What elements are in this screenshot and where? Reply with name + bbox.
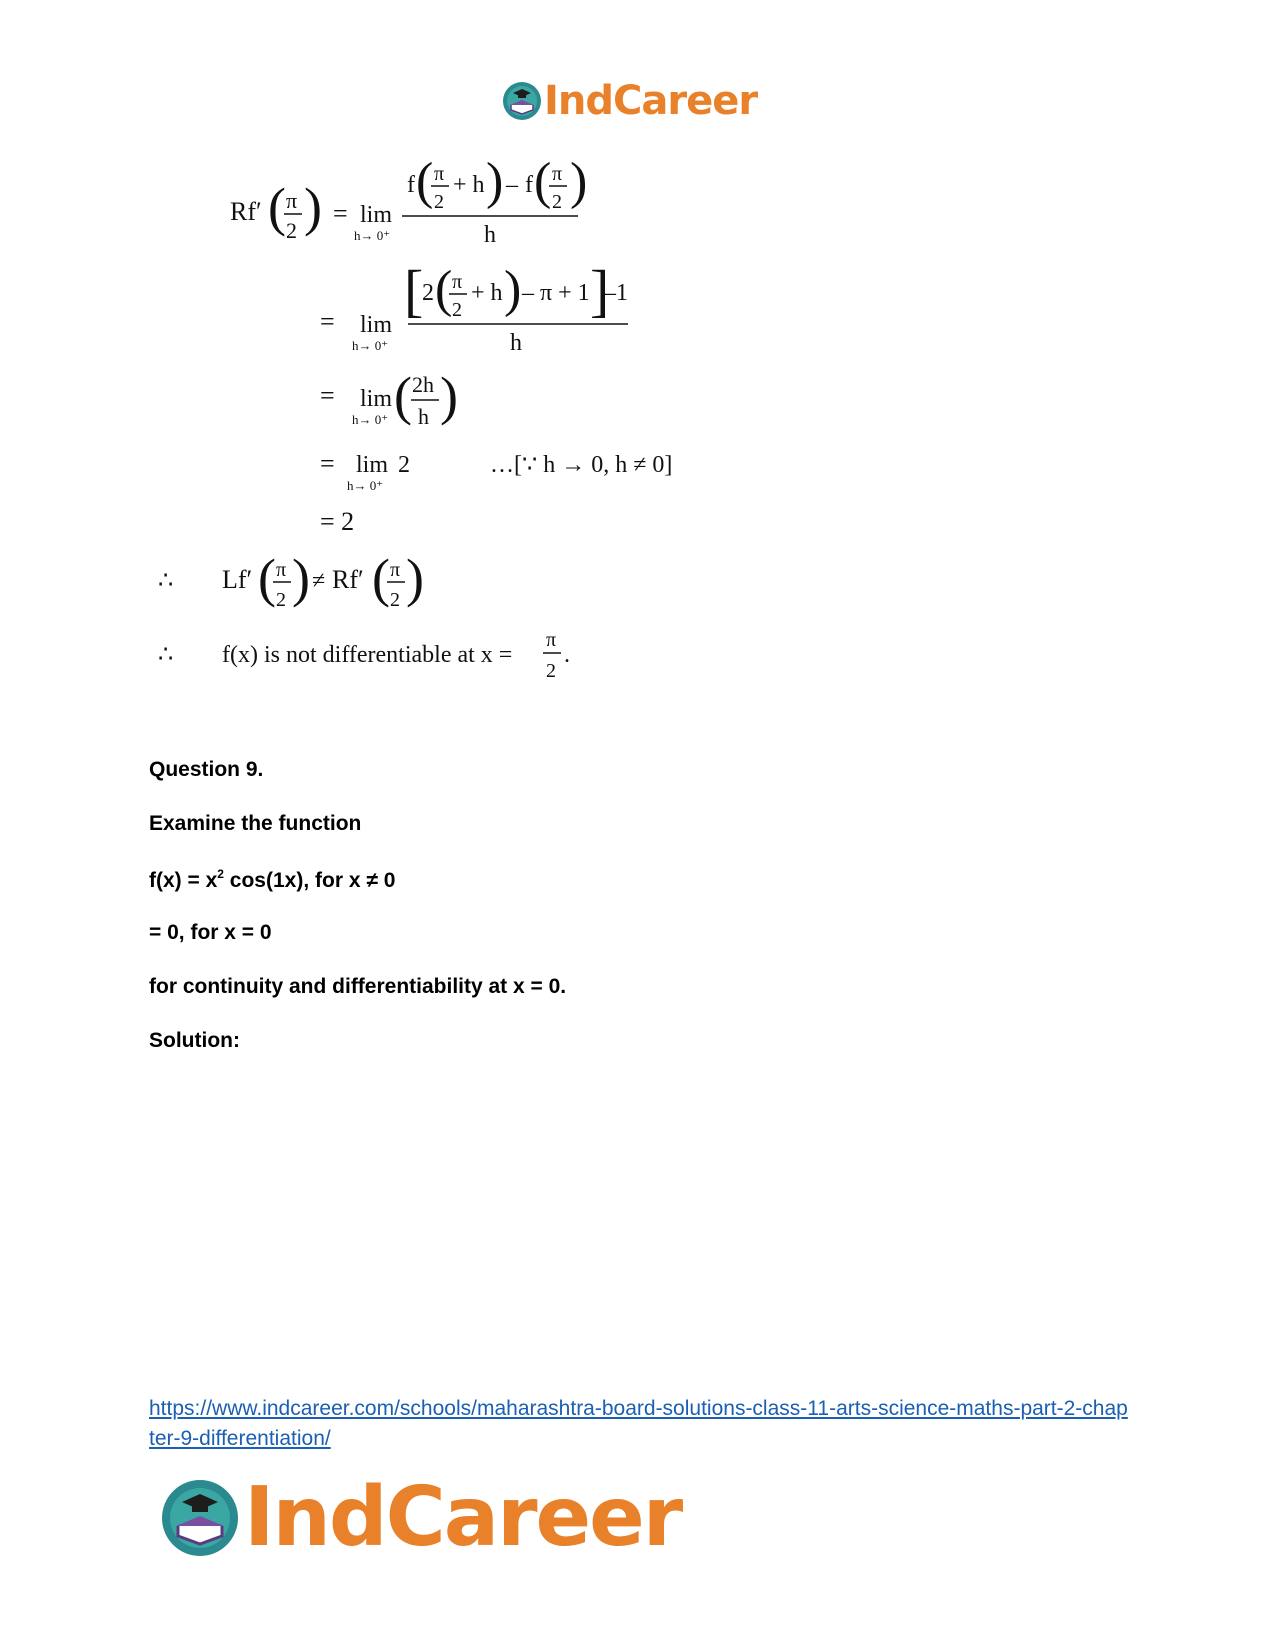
graduation-book-icon (160, 1478, 240, 1558)
question-prompt: Examine the function (149, 812, 362, 835)
svg-text:π: π (434, 163, 445, 185)
svg-text:π: π (276, 559, 287, 581)
svg-text:(: ( (394, 366, 412, 426)
svg-text:h→ 0⁺: h→ 0⁺ (354, 228, 391, 243)
svg-text:Lf′: Lf′ (222, 565, 253, 594)
footer-logo (160, 1470, 681, 1565)
svg-text:2: 2 (552, 191, 562, 213)
svg-text:= 2: = 2 (320, 507, 355, 536)
svg-text:=: = (320, 381, 335, 410)
svg-text:+ h: + h (453, 172, 485, 198)
svg-text:lim: lim (356, 452, 389, 478)
svg-text:h→ 0⁺: h→ 0⁺ (352, 338, 389, 353)
svg-text:f: f (407, 172, 415, 198)
svg-text:π: π (552, 163, 563, 185)
svg-text:): ) (570, 153, 588, 210)
svg-text:h: h (510, 330, 522, 356)
svg-text:lim: lim (360, 386, 393, 412)
question-heading: Question 9. (149, 758, 264, 781)
graduation-book-icon (502, 81, 542, 121)
svg-text:h: h (418, 404, 429, 429)
svg-text:–: – (506, 172, 518, 198)
svg-text:(: ( (268, 177, 286, 237)
conclusion-text: f(x) is not differentiable at x = (222, 642, 513, 668)
svg-text:]: ] (590, 258, 610, 323)
svg-text:2: 2 (286, 218, 297, 243)
svg-text:2: 2 (546, 660, 556, 682)
svg-text:π: π (286, 188, 298, 213)
svg-text:=: = (320, 449, 335, 478)
svg-text:2: 2 (422, 280, 434, 306)
svg-text:π: π (546, 629, 557, 651)
svg-text:π: π (452, 271, 463, 293)
function-line-2: = 0, for x = 0 (149, 921, 272, 944)
svg-text:=: = (333, 199, 348, 228)
svg-text:Rf′: Rf′ (332, 565, 364, 594)
question-task: for continuity and differentiability at x = 0. (149, 975, 567, 998)
svg-text:– π + 1: – π + 1 (522, 280, 590, 306)
svg-text:f: f (525, 172, 533, 198)
svg-text:∴: ∴ (158, 568, 174, 594)
svg-text:(: ( (258, 548, 276, 608)
header-logo (502, 78, 757, 124)
svg-text:h→ 0⁺: h→ 0⁺ (352, 412, 389, 427)
svg-text:2: 2 (452, 299, 462, 321)
limit-note: …[∵ h → 0, h ≠ 0] (490, 452, 673, 478)
svg-text:lim: lim (360, 202, 393, 228)
svg-text:∴: ∴ (158, 642, 174, 668)
header-logo-text: IndCareer (544, 78, 758, 124)
svg-text:π: π (390, 559, 401, 581)
footer-logo-text: IndCareer (244, 1470, 682, 1565)
svg-text:2h: 2h (412, 372, 434, 397)
svg-text:lim: lim (360, 312, 393, 338)
svg-text:–1: –1 (604, 280, 628, 306)
function-line-1: $f(x) = x^2$ cos(1x), for x ≠ 0 (149, 867, 396, 892)
rf-label: Rf′ (230, 197, 262, 226)
svg-text:2: 2 (434, 191, 444, 213)
svg-text:): ) (440, 366, 458, 426)
svg-text:≠: ≠ (312, 568, 326, 594)
svg-text:): ) (292, 548, 310, 608)
svg-text:+ h: + h (471, 280, 503, 306)
svg-text:(: ( (416, 153, 434, 210)
solution-label: Solution: (149, 1029, 240, 1052)
svg-text:): ) (486, 153, 504, 210)
svg-text:): ) (406, 548, 424, 608)
svg-text:): ) (504, 261, 522, 318)
svg-text:=: = (320, 307, 335, 336)
source-link[interactable]: https://www.indcareer.com/schools/maharashtra-board-solutions-class-11-arts-science-maths-part-2-chapter-9-differentiation/ (149, 1397, 1128, 1450)
svg-text:[: [ (404, 258, 424, 323)
svg-text:h→ 0⁺: h→ 0⁺ (347, 478, 384, 493)
svg-text:(: ( (372, 548, 390, 608)
svg-text:(: ( (435, 261, 453, 318)
svg-text:): ) (304, 177, 322, 237)
svg-text:.: . (564, 642, 570, 668)
solution-math (150, 150, 750, 710)
svg-text:2: 2 (390, 589, 400, 611)
svg-text:h: h (484, 222, 496, 248)
svg-text:(: ( (534, 153, 552, 210)
svg-text:2: 2 (398, 452, 410, 478)
svg-text:2: 2 (276, 589, 286, 611)
